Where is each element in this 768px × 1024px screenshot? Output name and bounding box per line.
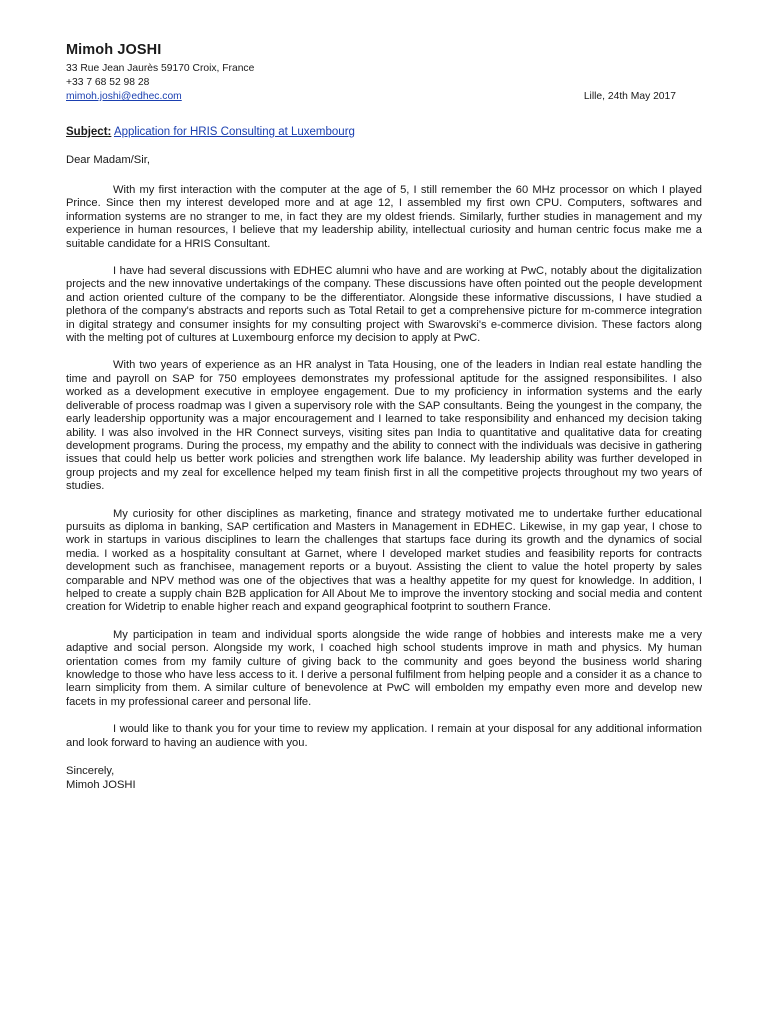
sender-email-link[interactable]: mimoh.joshi@edhec.com <box>66 91 182 102</box>
body-paragraph: With two years of experience as an HR analyst in Tata Housing, one of the leaders in Indian real estate handling the time and payroll on SAP for 750 employees demonstrates my professional aptitude for the assigned responsibilites. I also worked as a development executive in employee engagement. Due to my proficiency in information systems and the early deliverable of process roadmap was I given a supervisory role with the SAP consultants. Being the youngest in the company, the early leadership opportunity was a major encouragement and I learned to take responsibility and enhanced my decision taking ability. I was also involved in the HR Connect surveys, visiting sites pan India to quantitative and qualitative data for creating development programs. During the process, my empathy and the ability to connect with the individuals was decisive in gathering issues that could help us better work policies and strengthen work life balance. My leadership ability was further developed in group projects and my zeal for excellence helped my team finish first in all the competitive projects throughout my two years of studies. <box>66 359 702 493</box>
salutation: Dear Madam/Sir, <box>66 154 150 166</box>
email-date-row <box>66 90 702 104</box>
body-paragraph: With my first interaction with the computer at the age of 5, I still remember the 60 MHz processor on which I played Prince. Since then my interest developed more and at age 12, I assembled my first own CPU. Computers, softwares and information systems are no stranger to me, in fact they are my oldest friends. Similarly, further studies in management and my experience in human resources, I believe that my leadership ability, intellectual curiosity and human centric focus make me a suitable candidate for a HRIS Consultant. <box>66 184 702 250</box>
place-date: Lille, 24th May 2017 <box>583 91 676 102</box>
closing-block <box>66 764 702 792</box>
subject-line <box>66 125 702 140</box>
sender-address: 33 Rue Jean Jaurès 59170 Croix, France <box>66 63 255 74</box>
body-paragraph: I have had several discussions with EDHEC alumni who have and are working at PwC, notably about the digitalization projects and the new innovative undertakings of the company. These discussions have often pointed out the people development and action oriented culture of the company to be the differentiator. Alongside these informative discussions, I have studied a plethora of the company's abstracts and reports such as Total Retail to get a comprehensive picture for m-commerce integration in digital strategy and consumer insights for my consulting project with Swarovski's e-commerce division. These factors along with the melting pot of cultures at Luxembourg enforce my decision to apply at PwC. <box>66 265 702 345</box>
signature-name: Mimoh JOSHI <box>66 779 136 792</box>
letter-body <box>66 184 702 750</box>
valediction: Sincerely, <box>66 765 115 778</box>
body-paragraph: My participation in team and individual sports alongside the wide range of hobbies and interests make me a very adaptive and social person. Alongside my work, I coached high school students improve in math and physics. My human orientation comes from my family culture of giving back to the community and goes beyond the business world sharing knowledge to those who have less access to it. I derive a personal fulfilment from helping people and a consider it as a chance to learn simplicity from them. A similar culture of benevolence at PwC will embolden my empathy even more and develop new facets in my professional career and personal life. <box>66 628 702 708</box>
body-paragraph: I would like to thank you for your time to review my application. I remain at your disposal for any additional information and look forward to having an audience with you. <box>66 723 702 749</box>
letter-header <box>66 42 702 104</box>
sender-name: Mimoh JOSHI <box>66 42 162 58</box>
body-paragraph: My curiosity for other disciplines as marketing, finance and strategy motivated me to undertake further educational pursuits as diploma in banking, SAP certification and Masters in Management in EDHEC. Likewise, in my gap year, I chose to work in startups in various disciplines to learn the challenges that startups face during its growth and the dynamics of social media. I worked as a hospitality consultant at Garnet, where I developed market studies and feasibility reports for contracts development such as franchisee, management reports or a buyout. Assisting the client to value the hotel property by sales comparable and NPV method was one of the objectives that was a healthy appetite for my quest for knowledge. In addition, I helped to create a supply chain B2B application for All About Me to improve the inventory stocking and social media and content creation for Widetrip to enable higher reach and expand geographical footprint to southern France. <box>66 507 702 614</box>
sender-phone: +33 7 68 52 98 28 <box>66 77 150 88</box>
subject-label: Subject: <box>66 126 112 138</box>
subject-text: Application for HRIS Consulting at Luxembourg <box>113 126 355 138</box>
